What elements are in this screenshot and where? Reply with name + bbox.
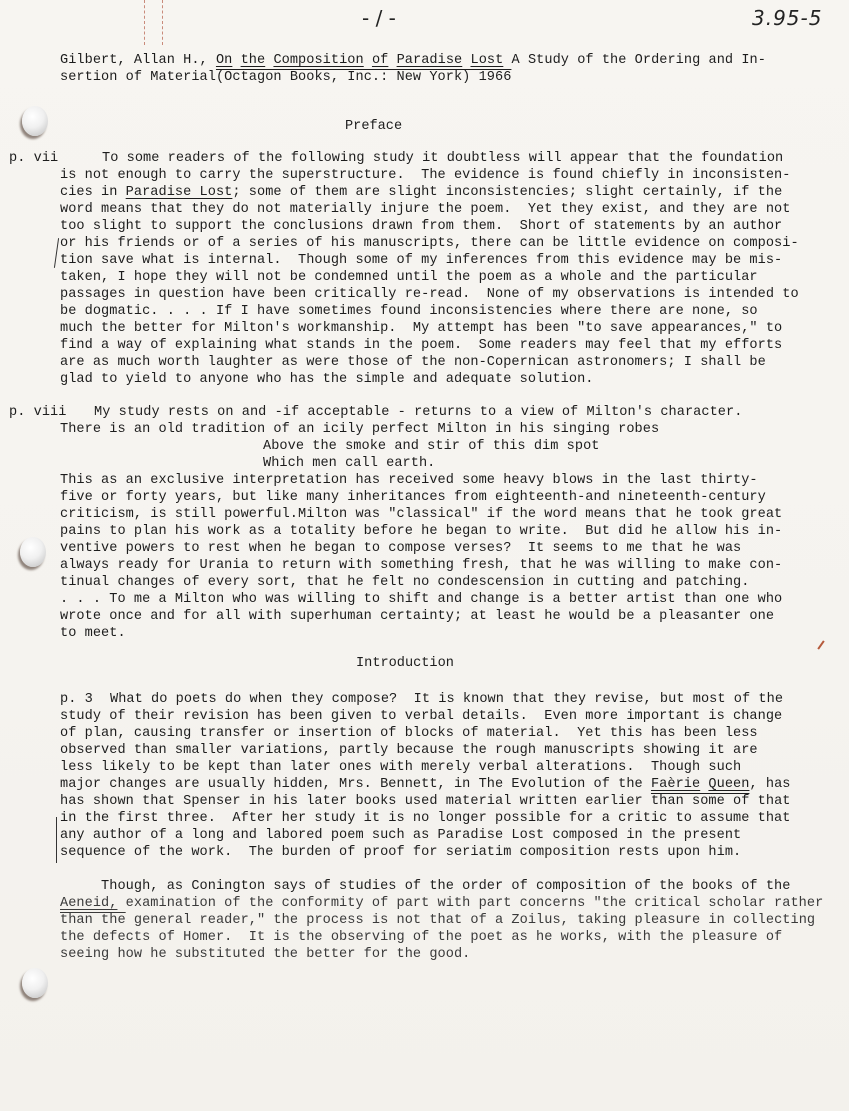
pencil-tick-mark (817, 640, 824, 649)
preface-line: wrote once and for all with superhuman certainty; at least he would be a pleasanter one (60, 609, 775, 624)
preface-line: is not enough to carry the superstructure. The evidence is found chiefly in inconsisten- (60, 168, 791, 183)
intro-line: What do poets do when they compose? It is known that they revise, but most of the (110, 692, 784, 707)
intro-line: in the first three. After her study it is no longer possible for a critic to assume that (60, 811, 791, 826)
preface-line: glad to yield to anyone who has the simple and adequate solution. (60, 372, 594, 387)
preface-line: or his friends or of a series of his manuscripts, there can be little evidence on composi- (60, 236, 799, 251)
margin-dots-right (162, 0, 164, 45)
preface-line: word means that they do not materially injure the poem. Yet they exist, and they are not (60, 202, 791, 217)
margin-pen-mark (54, 238, 59, 268)
preface-line: to meet. (60, 626, 126, 641)
margin-sidebar-mark (56, 817, 57, 863)
page-ref-vii: p. vii (9, 151, 59, 166)
intro-line: any author of a long and labored poem such as Paradise Lost composed in the present (60, 828, 742, 843)
preface-line: be dogmatic. . . . If I have sometimes found inconsistencies where there are none, so (60, 304, 758, 319)
page-ref-3: p. 3 (60, 692, 93, 707)
intro-line: Aeneid, examination of the conformity of part with part concerns "the critical scholar rather (60, 896, 824, 911)
citation-line-2: sertion of Material(Octagon Books, Inc.: New York) 1966 (60, 70, 512, 85)
preface-line: cies in Paradise Lost; some of them are slight inconsistencies; slight certainly, if the (60, 185, 783, 200)
intro-line: Though, as Conington says of studies of the order of composition of the books of the (60, 879, 791, 894)
intro-line: major changes are usually hidden, Mrs. Bennett, in The Evolution of the Faèrie Queen, has (60, 777, 791, 792)
preface-line: find a way of explaining what stands in the poem. Some readers may feel that my efforts (60, 338, 783, 353)
hole-punch-top-icon (22, 106, 48, 136)
preface-heading: Preface (345, 119, 403, 134)
preface-line: five or forty years, but like many inheritances from eighteenth-and nineteenth-century (60, 490, 766, 505)
preface-line: criticism, is still powerful.Milton was "classical" if the word means that he took great (60, 507, 783, 522)
preface-line: To some readers of the following study it doubtless will appear that the foundation (102, 151, 784, 166)
intro-line: the defects of Homer. It is the observing of the poet as he works, with the pleasure of (60, 930, 783, 945)
preface-line: pains to plan his work as a totality before he began to write. But did he allow his in- (60, 524, 783, 539)
preface-line: always ready for Urania to return with something fresh, that he was willing to make con- (60, 558, 783, 573)
preface-line: passages in question have been critically re-read. None of my observations is intended to (60, 287, 799, 302)
intro-line: study of their revision has been given to verbal details. Even more important is change (60, 709, 783, 724)
intro-line: less likely to be kept than later ones with merely verbal alterations. Though such (60, 760, 742, 775)
preface-line: ventive powers to rest when he began to compose verses? It seems to me that he was (60, 541, 742, 556)
intro-line: of plan, causing transfer or insertion of blocks of material. Yet this has been less (60, 726, 758, 741)
intro-line: seeing how he substituted the better for the good. (60, 947, 471, 962)
preface-line: tion save what is internal. Though some of my inferences from this evidence may be mis- (60, 253, 783, 268)
handwritten-note: 3.95-5 (752, 6, 823, 30)
preface-line: taken, I hope they will not be condemned until the poem as a whole and the particular (60, 270, 758, 285)
preface-line: This as an exclusive interpretation has received some heavy blows in the last thirty- (60, 473, 758, 488)
citation-line-1: Gilbert, Allan H., On the Composition of Paradise Lost A Study of the Ordering and In- (60, 53, 766, 68)
introduction-heading: Introduction (356, 656, 454, 671)
intro-line: has shown that Spenser in his later books used material written earlier than some of that (60, 794, 791, 809)
preface-line: My study rests on and -if acceptable - returns to a view of Milton's character. (94, 405, 743, 420)
page-number: - / - (362, 6, 396, 30)
page-ref-viii: p. viii (9, 405, 67, 420)
intro-line: sequence of the work. The burden of proof for seriatim composition rests upon him. (60, 845, 742, 860)
margin-dots-left (144, 0, 146, 45)
preface-line: tinual changes of every sort, that he felt no condescension in cutting and patching. (60, 575, 750, 590)
preface-line: too slight to support the conclusions drawn from them. Short of statements by an author (60, 219, 783, 234)
preface-line: much the better for Milton's workmanship. My attempt has been "to save appearances," to (60, 321, 783, 336)
preface-line: are as much worth laughter as were those of the non-Copernican astronomers; I shall be (60, 355, 766, 370)
intro-line: than the general reader," the process is not that of a Zoilus, taking pleasure in collecting (60, 913, 816, 928)
intro-line: observed than smaller variations, partly because the rough manuscripts showing it are (60, 743, 758, 758)
verse-quote-line: Above the smoke and stir of this dim spot (263, 439, 600, 454)
preface-line: . . . To me a Milton who was willing to shift and change is a better artist than one who (60, 592, 783, 607)
preface-line: There is an old tradition of an icily perfect Milton in his singing robes (60, 422, 660, 437)
hole-punch-middle-icon (20, 537, 46, 567)
hole-punch-bottom-icon (22, 968, 48, 998)
verse-quote-line: Which men call earth. (263, 456, 436, 471)
